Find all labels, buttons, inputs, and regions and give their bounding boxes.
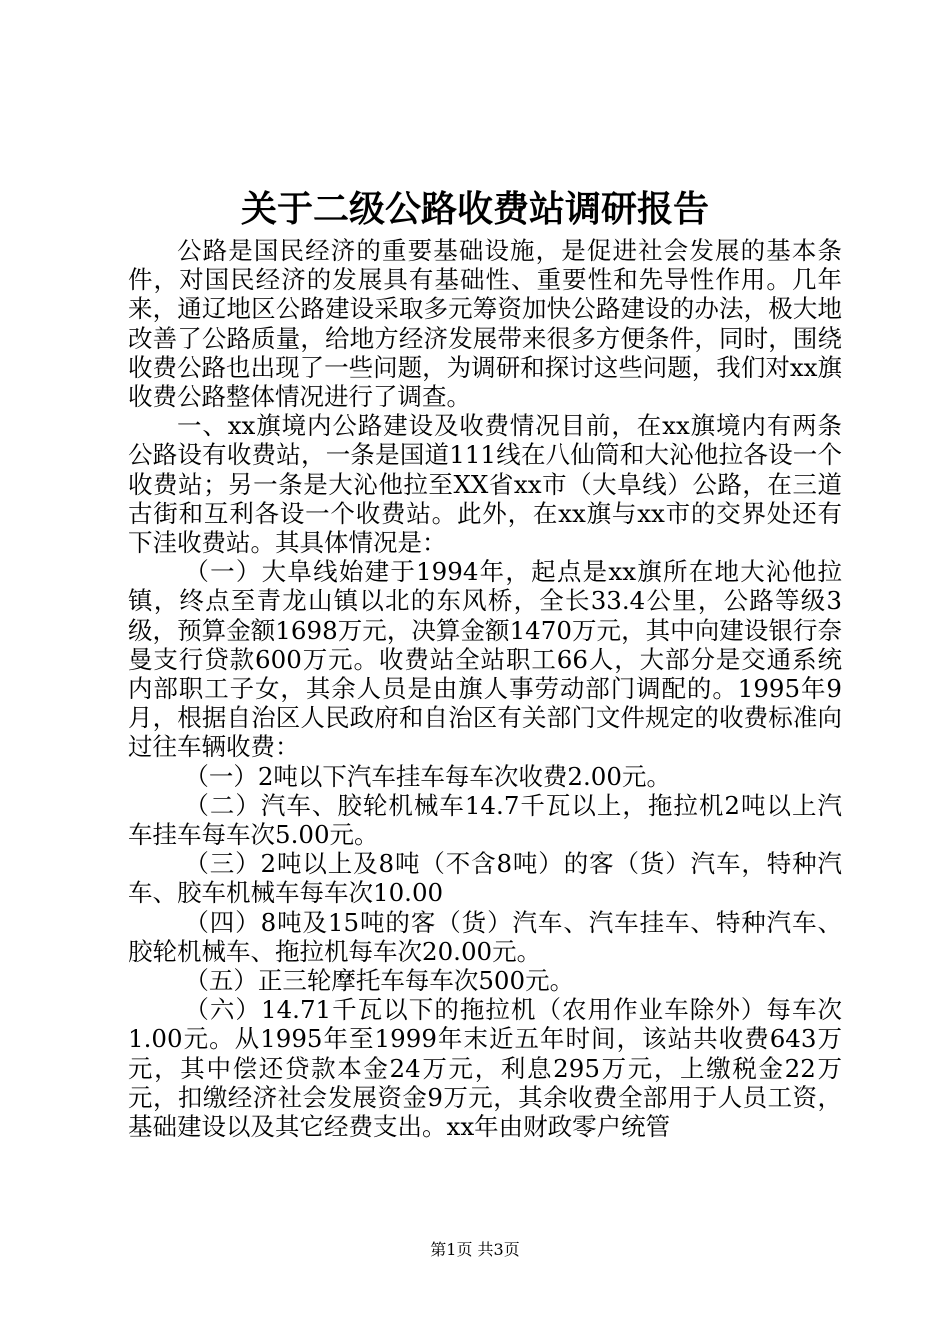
paragraph-fee-item-1: （一）2吨以下汽车挂车每车次收费2.00元。 [184, 761, 671, 791]
page-number-footer: 第1页 共3页 [430, 1240, 520, 1259]
paragraph-fee-item-5: （五）正三轮摩托车每车次500元。 [184, 966, 575, 996]
document-title: 关于二级公路收费站调研报告 [240, 188, 709, 230]
paragraph-fee-item-6: （六）14.71千瓦以下的拖拉机（农用作业车除外）每车次1.00元。从1995年至1999年末近五年时间，该站共收费643万元，其中偿还贷款本金24万元，利息295万元，上缴税金22万元，扣缴经济社会发展资金9万元，其余收费全部用于人员工资，基础建设以及其它经费支出。xx年由财政零户统管 [128, 995, 842, 1142]
paragraph-section-one: 一、xx旗境内公路建设及收费情况目前，在xx旗境内有两条公路设有收费站，一条是国道111线在八仙筒和大沁他拉各设一个收费站；另一条是大沁他拉至XX省xx市（大阜线）公路，在三道古街和互利各设一个收费站。此外，在xx旗与xx市的交界处还有下洼收费站。其具体情况是： [128, 411, 842, 558]
document-body [128, 236, 842, 1141]
paragraph-fee-item-4: （四）8吨及15吨的客（货）汽车、汽车挂车、特种汽车、胶轮机械车、拖拉机每车次20.00元。 [128, 907, 842, 966]
paragraph-intro: 公路是国民经济的重要基础设施，是促进社会发展的基本条件，对国民经济的发展具有基础性、重要性和先导性作用。几年来，通辽地区公路建设采取多元筹资加快公路建设的办法，极大地改善了公路质量，给地方经济发展带来很多方便条件，同时，围绕收费公路也出现了一些问题，为调研和探讨这些问题，我们对xx旗收费公路整体情况进行了调查。 [128, 236, 842, 412]
paragraph-fee-item-2: （二）汽车、胶轮机械车14.7千瓦以上，拖拉机2吨以上汽车挂车每车次5.00元。 [128, 790, 842, 850]
paragraph-fee-item-3: （三）2吨以上及8吨（不含8吨）的客（货）汽车，特种汽车、胶车机械车每车次10.00 [128, 849, 842, 908]
paragraph-dafu-line: （一）大阜线始建于1994年，起点是xx旗所在地大沁他拉镇，终点至青龙山镇以北的东风桥，全长33.4公里，公路等级3级，预算金额1698万元，决算金额1470万元，其中向建设银行奈曼支行贷款600万元。收费站全站职工66人，大部分是交通系统内部职工子女，其余人员是由旗人事劳动部门调配的。1995年9月，根据自治区人民政府和自治区有关部门文件规定的收费标准向过往车辆收费： [128, 557, 842, 762]
